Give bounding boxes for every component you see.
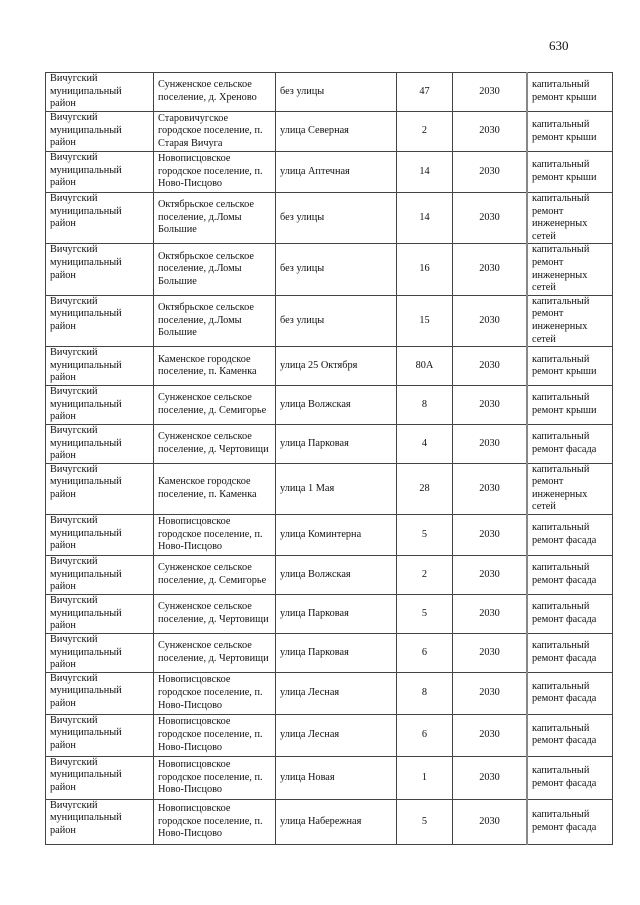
settlement-cell: Сунженское сельское поселение, д. Семигорье xyxy=(154,556,276,595)
district-cell: Вичугский муниципальный район xyxy=(46,152,154,193)
work-type-cell: капитальный ремонт крыши xyxy=(527,347,613,386)
district-cell: Вичугский муниципальный район xyxy=(46,595,154,634)
year-cell: 2030 xyxy=(453,714,528,756)
work-type-cell: капитальный ремонт инженерных сетей xyxy=(527,295,613,346)
year-cell: 2030 xyxy=(453,152,528,193)
settlement-cell: Каменское городское поселение, п. Каменка xyxy=(154,347,276,386)
year-cell: 2030 xyxy=(453,193,528,244)
table-row xyxy=(46,152,613,193)
settlement-cell: Сунженское сельское поселение, д. Семигорье xyxy=(154,386,276,425)
settlement-cell: Новописцовское городское поселение, п. Ново-Писцово xyxy=(154,714,276,756)
district-cell: Вичугский муниципальный район xyxy=(46,424,154,463)
year-cell: 2030 xyxy=(453,463,528,514)
settlement-cell: Октябрьское сельское поселение, д.Ломы Большие xyxy=(154,244,276,295)
district-cell: Вичугский муниципальный район xyxy=(46,193,154,244)
work-type-cell: капитальный ремонт инженерных сетей xyxy=(527,244,613,295)
street-cell: улица Парковая xyxy=(276,424,397,463)
table-row xyxy=(46,244,613,295)
house-number-cell: 1 xyxy=(397,756,453,799)
settlement-cell: Сунженское сельское поселение, д. Чертовищи xyxy=(154,595,276,634)
district-cell: Вичугский муниципальный район xyxy=(46,634,154,673)
work-type-cell: капитальный ремонт инженерных сетей xyxy=(527,193,613,244)
year-cell: 2030 xyxy=(453,295,528,346)
house-number-cell: 2 xyxy=(397,112,453,152)
district-cell: Вичугский муниципальный район xyxy=(46,672,154,714)
table-row xyxy=(46,73,613,112)
house-number-cell: 5 xyxy=(397,515,453,556)
settlement-cell: Новописцовское городское поселение, п. Ново-Писцово xyxy=(154,152,276,193)
district-cell: Вичугский муниципальный район xyxy=(46,347,154,386)
work-type-cell: капитальный ремонт фасада xyxy=(527,515,613,556)
year-cell: 2030 xyxy=(453,672,528,714)
table-row xyxy=(46,295,613,346)
page-number: 630 xyxy=(549,38,569,53)
housing-repair-table xyxy=(45,72,613,845)
house-number-cell: 47 xyxy=(397,73,453,112)
house-number-cell: 6 xyxy=(397,634,453,673)
year-cell: 2030 xyxy=(453,556,528,595)
year-cell: 2030 xyxy=(453,634,528,673)
table-row xyxy=(46,386,613,425)
settlement-cell: Новописцовское городское поселение, п. Ново-Писцово xyxy=(154,799,276,844)
year-cell: 2030 xyxy=(453,595,528,634)
house-number-cell: 16 xyxy=(397,244,453,295)
work-type-cell: капитальный ремонт фасада xyxy=(527,634,613,673)
street-cell: без улицы xyxy=(276,295,397,346)
house-number-cell: 14 xyxy=(397,152,453,193)
work-type-cell: капитальный ремонт крыши xyxy=(527,386,613,425)
work-type-cell: капитальный ремонт фасада xyxy=(527,714,613,756)
table-row xyxy=(46,112,613,152)
district-cell: Вичугский муниципальный район xyxy=(46,386,154,425)
house-number-cell: 8 xyxy=(397,672,453,714)
work-type-cell: капитальный ремонт фасада xyxy=(527,556,613,595)
street-cell: улица Новая xyxy=(276,756,397,799)
street-cell: без улицы xyxy=(276,244,397,295)
year-cell: 2030 xyxy=(453,386,528,425)
house-number-cell: 5 xyxy=(397,799,453,844)
table-row xyxy=(46,799,613,844)
settlement-cell: Каменское городское поселение, п. Каменка xyxy=(154,463,276,514)
work-type-cell: капитальный ремонт фасада xyxy=(527,424,613,463)
table-row xyxy=(46,556,613,595)
district-cell: Вичугский муниципальный район xyxy=(46,295,154,346)
district-cell: Вичугский муниципальный район xyxy=(46,756,154,799)
street-cell: улица Парковая xyxy=(276,595,397,634)
district-cell: Вичугский муниципальный район xyxy=(46,463,154,514)
settlement-cell: Новописцовское городское поселение, п. Ново-Писцово xyxy=(154,756,276,799)
work-type-cell: капитальный ремонт фасада xyxy=(527,672,613,714)
work-type-cell: капитальный ремонт фасада xyxy=(527,799,613,844)
settlement-cell: Сунженское сельское поселение, д. Чертовищи xyxy=(154,424,276,463)
year-cell: 2030 xyxy=(453,515,528,556)
settlement-cell: Октябрьское сельское поселение, д.Ломы Большие xyxy=(154,295,276,346)
street-cell: улица Парковая xyxy=(276,634,397,673)
year-cell: 2030 xyxy=(453,424,528,463)
street-cell: улица Лесная xyxy=(276,714,397,756)
year-cell: 2030 xyxy=(453,112,528,152)
house-number-cell: 4 xyxy=(397,424,453,463)
year-cell: 2030 xyxy=(453,347,528,386)
house-number-cell: 8 xyxy=(397,386,453,425)
work-type-cell: капитальный ремонт крыши xyxy=(527,73,613,112)
settlement-cell: Новописцовское городское поселение, п. Ново-Писцово xyxy=(154,515,276,556)
house-number-cell: 14 xyxy=(397,193,453,244)
house-number-cell: 28 xyxy=(397,463,453,514)
work-type-cell: капитальный ремонт фасада xyxy=(527,756,613,799)
work-type-cell: капитальный ремонт фасада xyxy=(527,595,613,634)
year-cell: 2030 xyxy=(453,244,528,295)
settlement-cell: Сунженское сельское поселение, д. Чертовищи xyxy=(154,634,276,673)
table-row xyxy=(46,463,613,514)
district-cell: Вичугский муниципальный район xyxy=(46,73,154,112)
settlement-cell: Старовичугское городское поселение, п. Старая Вичуга xyxy=(154,112,276,152)
work-type-cell: капитальный ремонт крыши xyxy=(527,152,613,193)
district-cell: Вичугский муниципальный район xyxy=(46,112,154,152)
year-cell: 2030 xyxy=(453,73,528,112)
house-number-cell: 6 xyxy=(397,714,453,756)
table-row xyxy=(46,714,613,756)
street-cell: улица Коминтерна xyxy=(276,515,397,556)
settlement-cell: Октябрьское сельское поселение, д.Ломы Большие xyxy=(154,193,276,244)
street-cell: без улицы xyxy=(276,193,397,244)
street-cell: улица Волжская xyxy=(276,556,397,595)
settlement-cell: Новописцовское городское поселение, п. Ново-Писцово xyxy=(154,672,276,714)
street-cell: улица Северная xyxy=(276,112,397,152)
work-type-cell: капитальный ремонт инженерных сетей xyxy=(527,463,613,514)
table-row xyxy=(46,595,613,634)
street-cell: улица Аптечная xyxy=(276,152,397,193)
house-number-cell: 15 xyxy=(397,295,453,346)
year-cell: 2030 xyxy=(453,756,528,799)
year-cell: 2030 xyxy=(453,799,528,844)
table-row xyxy=(46,515,613,556)
district-cell: Вичугский муниципальный район xyxy=(46,799,154,844)
street-cell: улица 1 Мая xyxy=(276,463,397,514)
table-row xyxy=(46,424,613,463)
table-row xyxy=(46,634,613,673)
district-cell: Вичугский муниципальный район xyxy=(46,515,154,556)
table-row xyxy=(46,193,613,244)
district-cell: Вичугский муниципальный район xyxy=(46,244,154,295)
house-number-cell: 5 xyxy=(397,595,453,634)
street-cell: без улицы xyxy=(276,73,397,112)
street-cell: улица Набережная xyxy=(276,799,397,844)
table-row xyxy=(46,347,613,386)
table-row xyxy=(46,672,613,714)
street-cell: улица Лесная xyxy=(276,672,397,714)
settlement-cell: Сунженское сельское поселение, д. Хреново xyxy=(154,73,276,112)
work-type-cell: капитальный ремонт крыши xyxy=(527,112,613,152)
district-cell: Вичугский муниципальный район xyxy=(46,714,154,756)
house-number-cell: 80А xyxy=(397,347,453,386)
street-cell: улица Волжская xyxy=(276,386,397,425)
house-number-cell: 2 xyxy=(397,556,453,595)
street-cell: улица 25 Октября xyxy=(276,347,397,386)
table-row xyxy=(46,756,613,799)
district-cell: Вичугский муниципальный район xyxy=(46,556,154,595)
